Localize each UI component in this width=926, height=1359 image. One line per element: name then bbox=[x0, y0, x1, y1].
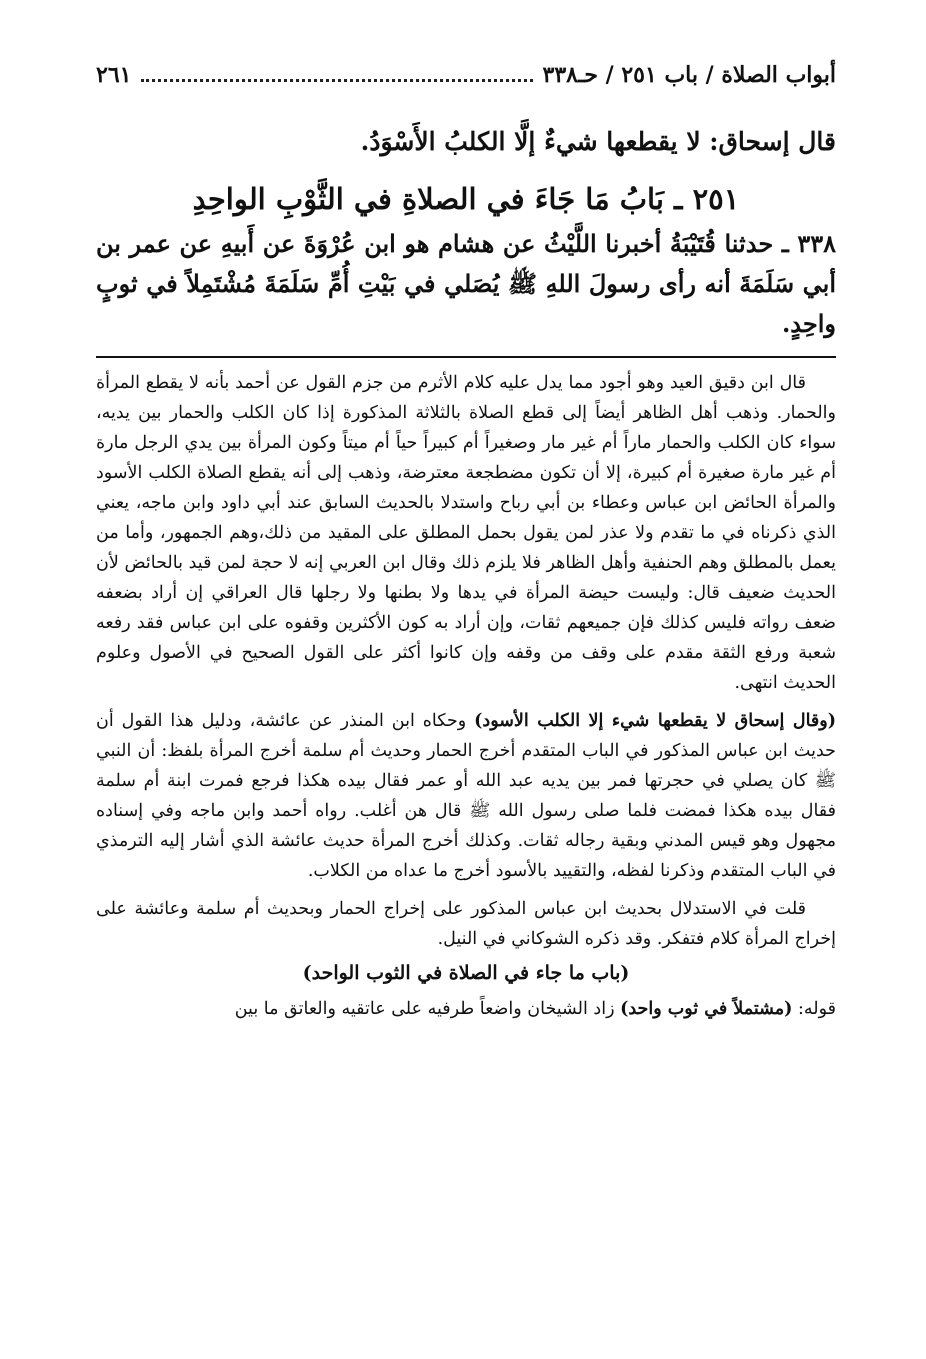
commentary-paragraph-1 bbox=[96, 368, 836, 698]
commentary-paragraph-2 bbox=[96, 706, 836, 886]
chapter-title: ٢٥١ ـ بَابُ مَا جَاءَ في الصلاةِ في الثَّوْبِ الواحِدِ bbox=[192, 182, 740, 216]
commentary-p4-lead: قوله: bbox=[792, 999, 836, 1019]
hadith-text: ٣٣٨ ـ حدثنا قُتَيْبَةُ أخبرنا اللَّيْثُ عن هشام هو ابن عُرْوَةَ عن أَبيهِ عن عمر بن أبي سَلَمَةَ أنه رأى رسولَ اللهِ ﷺ يُصَلي في بَيْتِ أُمِّ سَلَمَةَ مُشْتَمِلاً في ثوبٍ واحِدٍ. bbox=[96, 229, 837, 338]
running-title: أبواب الصلاة / باب ٢٥١ / حـ٣٣٨ bbox=[542, 62, 836, 88]
commentary-subheading: (باب ما جاء في الصلاة في الثوب الواحد) bbox=[302, 962, 630, 984]
running-header bbox=[96, 62, 836, 102]
ishaq-quote: قال إسحاق: لا يقطعها شيءٌ إلَّا الكلبُ الأَسْوَدُ. bbox=[360, 127, 836, 156]
section-divider bbox=[96, 356, 836, 358]
commentary-p3-text: قلت في الاستدلال بحديث ابن عباس المذكور على إخراج الحمار وبحديث أم سلمة وعائشة على إخراج المرأة كلام فتفكر. وقد ذكره الشوكاني في النيل. bbox=[96, 899, 836, 949]
commentary-p4-quote: (مشتملاً في ثوب واحد) bbox=[620, 999, 793, 1019]
commentary-p4-text: زاد الشيخان واضعاً طرفيه على عاتقيه والعاتق ما بين bbox=[234, 999, 621, 1019]
page-number: ٢٦١ bbox=[96, 62, 132, 88]
commentary-paragraph-3 bbox=[96, 894, 836, 954]
header-dot-leader bbox=[141, 65, 532, 82]
commentary-p2-text: وحكاه ابن المنذر عن عائشة، ودليل هذا القول أن حديث ابن عباس المذكور في الباب المتقدم أخرج الحمار وحديث أم سلمة أخرج المرأة بلفظ: أن النبي ﷺ كان يصلي في حجرتها فمر بين يديه عبد الله أو عمر فقال بيده هكذا فرجع فمرت ابنة أم سلمة فقال بيده هكذا فمضت فلما صلى رسول الله ﷺ قال هن أغلب. رواه أحمد وابن ماجه وفي إسناده مجهول وهو قيس المدني وبقية رجاله ثقات. وكذلك أخرج المرأة حديث عائشة الذي أشار إليه الترمذي في الباب المتقدم وذكرنا لفظه، والتقييد بالأسود أخرج ما عداه من الكلاب. bbox=[96, 711, 836, 881]
commentary-paragraph-4 bbox=[96, 994, 836, 1024]
commentary-p1-text: قال ابن دقيق العيد وهو أجود مما يدل عليه كلام الأثرم من جزم القول عن أحمد بأنه لا يقطع المرأة والحمار. وذهب أهل الظاهر أيضاً إلى قطع الصلاة بالثلاثة المذكورة إذا كان الكلب والحمار بين يديه، سواء كان الكلب والحمار ماراً أم غير مار وصغيراً أم كبيراً حياً أم ميتاً وكون المرأة بين يدي الرجل مارة أم غير مارة صغيرة أم كبيرة، إلا أن تكون مضطجعة معترضة، وذهب إلى أنه يقطع الصلاة الكلب الأسود والمرأة الحائض ابن عباس وعطاء بن أبي رباح واستدلا بالحديث السابق عند أبي داود وابن ماجه، يعني الذي ذكرناه في ما تقدم ولا عذر لمن يقول بحمل المطلق على المقيد من ذلك،وهم الجمهور، وأما من يعمل بالمطلق وهم الحنفية وأهل الظاهر فلا يلزم ذلك وقال ابن العربي إنه لا حجة لمن قيد بالحائض لأن الحديث ضعيف قال: وليست حيضة المرأة في يدها ولا بطنها ولا رجلها قال العراقي إن أراد بضعفه ضعف رواته فليس كذلك فإن جميعهم ثقات، وإن أراد به كون الأكثرين وقفوه على ابن عباس فقد رفعه شعبة ورفع الثقة مقدم على وقف من وقفه وإن كانوا أكثر على القول الصحيح في الأصول وعلوم الحديث انتهى. bbox=[96, 373, 836, 693]
commentary-p2-quote: (وقال إسحاق لا يقطعها شيء إلا الكلب الأسود) bbox=[474, 711, 837, 731]
